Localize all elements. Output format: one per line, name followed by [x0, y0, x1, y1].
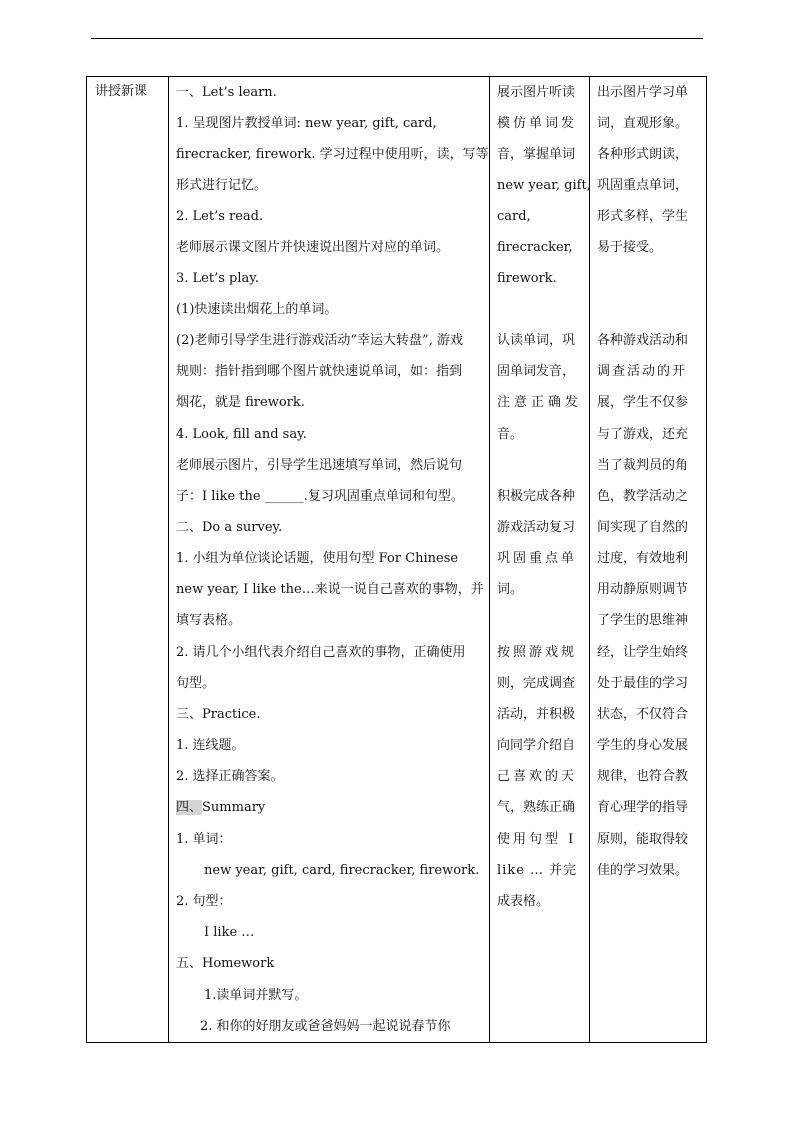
text-line: 1. 呈现图片教授单词: new year, gift, card,: [176, 116, 437, 131]
column-divider: [168, 77, 169, 1042]
text-line: 气，熟练正确: [497, 800, 576, 815]
header-rule: [91, 38, 703, 39]
text-line: 原则，能取得较: [597, 832, 689, 847]
text-line: (1)快速读出烟花上的单词。: [176, 302, 338, 317]
text-line: 间实现了自然的: [597, 520, 689, 535]
text-line: 出示图片学习单: [597, 85, 689, 100]
text-line: firecracker, firework. 学习过程中使用听，读，写等: [176, 147, 489, 162]
text-line: I like …: [204, 925, 255, 940]
text-line: 当了裁判员的角: [597, 458, 689, 473]
text-line: like … 并完: [497, 863, 578, 878]
text-line: 形式进行记忆。: [176, 178, 268, 193]
text-line: 规则：指针指到哪个图片就快速说单词，如：指到: [176, 364, 463, 379]
text-line: 用动静原则调节: [597, 582, 689, 597]
text-line: 成表格。: [497, 894, 550, 909]
section-heading: [176, 798, 265, 818]
text-line: 1. 小组为单位谈论话题，使用句型 For Chinese: [176, 551, 459, 566]
text-line: 经，让学生始终: [597, 645, 689, 660]
text-line: 规律，也符合教: [597, 769, 689, 784]
text-line: new year, gift, card, firecracker, firework.: [204, 863, 480, 878]
text-line: 活动，并积极: [497, 707, 576, 722]
text-line: 佳的学习效果。: [597, 863, 689, 878]
summary-heading: Summary: [202, 800, 266, 815]
text-line: 过度，有效地利: [597, 551, 689, 566]
column-divider: [589, 77, 590, 1042]
text-line: 巩固重点单: [497, 551, 578, 566]
text-line: 积极完成各种: [497, 489, 576, 504]
section-heading: 五、Homework: [176, 956, 275, 971]
text-line: 调查活动的开: [597, 364, 688, 379]
text-line: 老师展示图片，引导学生迅速填写单词，然后说句: [176, 458, 463, 473]
text-line: 向同学介绍自: [497, 738, 576, 753]
text-line: 色，教学活动之: [597, 489, 689, 504]
text-line: (2)老师引导学生进行游戏活动“幸运大转盘”, 游戏: [176, 333, 463, 348]
text-line: 音，掌握单词: [497, 147, 576, 162]
text-line: 模仿单词发: [497, 116, 578, 131]
text-line: 展示图片听读: [497, 85, 576, 100]
text-line: 2. 句型：: [176, 894, 232, 909]
text-line: 1. 单词：: [176, 832, 232, 847]
text-line: 词。: [497, 582, 524, 597]
text-line: firework.: [497, 271, 557, 286]
text-line: 各种游戏活动和: [597, 333, 689, 348]
text-line: card,: [497, 209, 531, 224]
text-line: 2. 和你的好朋友或爸爸妈妈一起说说春节你: [200, 1019, 451, 1034]
text-line: 认读单词，巩: [497, 333, 576, 348]
text-line: 展，学生不仅参: [597, 395, 689, 410]
text-line: 游戏活动复习: [497, 520, 576, 535]
text-line: 学生的身心发展: [597, 738, 689, 753]
text-line: 各种形式朗读，: [597, 147, 689, 162]
text-line: 与了游戏，还充: [597, 427, 689, 442]
column-divider: [489, 77, 490, 1042]
text-line: 句型。: [176, 676, 216, 691]
section-heading: 二、Do a survey.: [176, 520, 283, 535]
text-line: 固单词发音，: [497, 364, 576, 379]
text-line: 2. 选择正确答案。: [176, 769, 284, 784]
text-line: new year, gift,: [497, 178, 591, 193]
text-line: 状态，不仅符合: [597, 707, 689, 722]
text-line: 词，直观形象。: [597, 116, 689, 131]
text-line: 子：I like the ______.复习巩固重点单词和句型。: [176, 489, 464, 504]
text-line: 老师展示课文图片并快速说出图片对应的单词。: [176, 240, 450, 255]
text-line: 易于接受。: [597, 240, 663, 255]
text-line: 按照游戏规: [497, 645, 578, 660]
text-line: 注意正确发: [497, 395, 583, 410]
text-line: 4. Look, fill and say.: [176, 427, 307, 442]
text-line: 处于最佳的学习: [597, 676, 689, 691]
text-line: 3. Let’s play.: [176, 271, 260, 286]
text-line: 1.读单词并默写。: [204, 988, 308, 1003]
lesson-table: [86, 76, 707, 1043]
text-line: 1. 连线题。: [176, 738, 245, 753]
text-line: 巩固重点单词，: [597, 178, 689, 193]
text-line: firecracker,: [497, 240, 573, 255]
text-line: 己喜欢的天: [497, 769, 578, 784]
text-line: 填写表格。: [176, 613, 242, 628]
text-line: 2. 请几个小组代表介绍自己喜欢的事物，正确使用: [176, 645, 466, 660]
section-heading: 一、Let’s learn.: [176, 85, 277, 100]
text-line: new year, I like the…来说一说自己喜欢的事物，并: [176, 582, 484, 597]
text-line: 则，完成调查: [497, 676, 576, 691]
text-line: 了学生的思维神: [597, 613, 689, 628]
stage-label: 讲授新课: [95, 84, 148, 99]
text-line: 育心理学的指导: [597, 800, 689, 815]
text-line: 使用句型 I: [497, 832, 577, 847]
text-line: 烟花，就是 firework.: [176, 395, 305, 410]
highlighted-number: 四、: [176, 800, 203, 815]
section-heading: 三、Practice.: [176, 707, 261, 722]
text-line: 2. Let’s read.: [176, 209, 264, 224]
text-line: 形式多样，学生: [597, 209, 689, 224]
text-line: 音。: [497, 427, 524, 442]
